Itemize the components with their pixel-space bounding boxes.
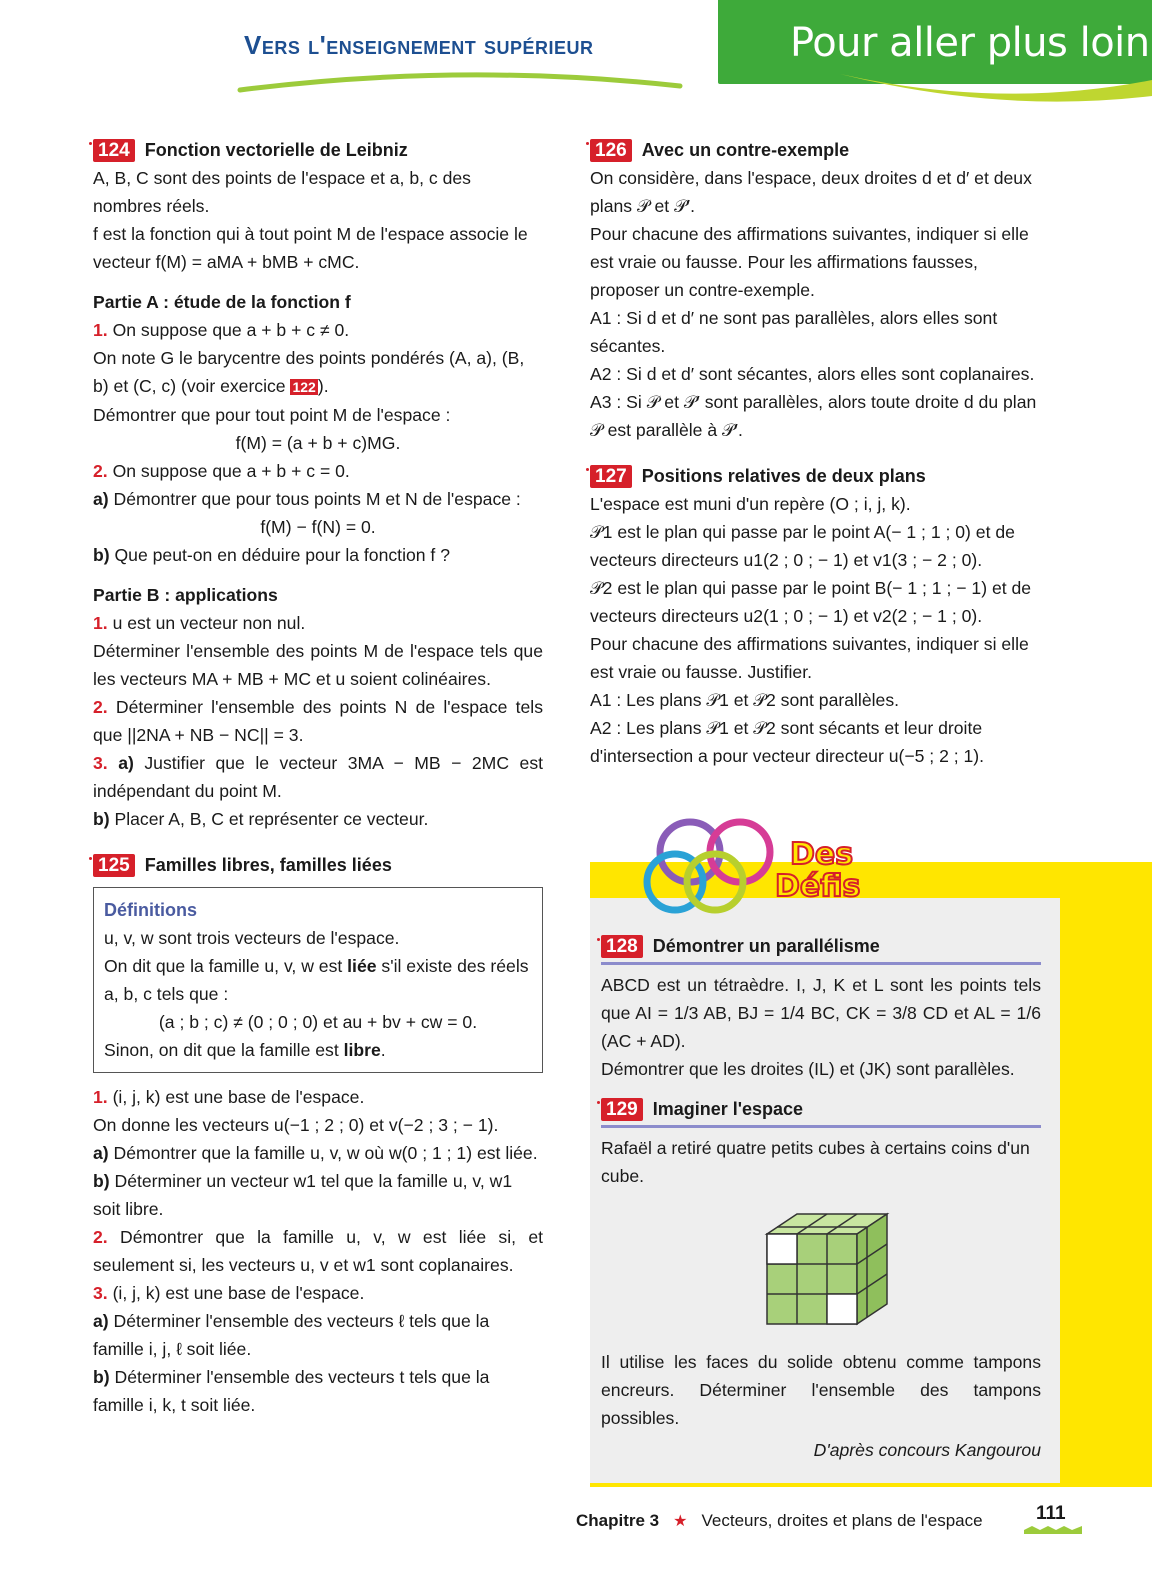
exercise-title: Imaginer l'espace: [652, 1099, 804, 1119]
title-underline: [601, 962, 1041, 965]
affirmation: A1 : Les plans 𝒫1 et 𝒫2 sont parallèles.: [590, 690, 900, 710]
sub-label: a): [93, 1143, 109, 1163]
exercise-124-header: [93, 136, 543, 164]
sub-label: a): [118, 753, 134, 773]
text-line: Il utilise les faces du solide obtenu comme tampons encreurs. Déterminer l'ensemble des tampons possibles.: [601, 1352, 1041, 1428]
definition-line: [104, 1036, 532, 1064]
affirmation: A1 : Si d et d′ ne sont pas parallèles, alors elles sont sécantes.: [590, 308, 998, 356]
right-column: [590, 134, 1040, 770]
exercise-129-header: [601, 1095, 1041, 1123]
exercise-number: 126: [590, 139, 632, 162]
question-text: Placer A, B, C et représenter ce vecteur.: [114, 809, 429, 829]
text-span: ).: [317, 376, 329, 396]
question-text: Justifier que le vecteur 3MA − MB − 2MC est indépendant du point M.: [93, 753, 544, 801]
defis-line1: Des: [790, 837, 854, 872]
sub-question: [93, 1363, 543, 1419]
text-line: Rafaël a retiré quatre petits cubes à certains coins d'un cube.: [601, 1138, 1030, 1186]
text-span: .: [380, 1040, 386, 1060]
exercise-128-header: [601, 932, 1041, 960]
exercise-title: Démontrer un parallélisme: [652, 936, 880, 956]
question-text: Démontrer que pour tous points M et N de l'espace :: [113, 489, 521, 509]
exercise-title: Avec un contre-exemple: [641, 140, 850, 160]
question: [93, 693, 543, 749]
definition-line: [104, 952, 532, 1008]
text-line: ABCD est un tétraèdre. I, J, K et L sont les points tels que AI = 1/3 AB, BJ = 1/4 BC, CK = 3/8 CD et AL = 1/6 (AC + AD).: [601, 975, 1041, 1051]
text-span: Sinon, on dit que la famille est: [104, 1040, 339, 1060]
question-number: 1.: [93, 613, 108, 633]
sub-label: a): [93, 489, 109, 509]
exercise-number: 127: [590, 465, 632, 488]
definition-line: u, v, w sont trois vecteurs de l'espace.: [104, 928, 400, 948]
question-number: 2.: [93, 1227, 108, 1247]
definition-title: Définitions: [104, 900, 197, 920]
text-span: On dit que la famille u, v, w est: [104, 956, 343, 976]
exercise-125-header: [93, 851, 543, 879]
part-heading: Partie A : étude de la fonction f: [93, 292, 351, 312]
defis-rings-logo: [640, 812, 890, 922]
star-icon: ★: [673, 1513, 688, 1530]
affirmation: A2 : Les plans 𝒫1 et 𝒫2 sont sécants et leur droite d'intersection a pour vecteur directeur u(−5 ; 2 ; 1).: [590, 718, 985, 766]
question-text: u est un vecteur non nul.: [112, 613, 306, 633]
question-text: (i, j, k) est une base de l'espace.: [112, 1283, 365, 1303]
exercise-number: 124: [93, 139, 135, 162]
question-text: Déterminer l'ensemble des vecteurs t tels que la famille i, k, t soit liée.: [93, 1367, 490, 1415]
question-text: [93, 344, 543, 401]
text-line: On considère, dans l'espace, deux droites d et d′ et deux plans 𝒫 et 𝒫′.: [590, 168, 1032, 216]
bold-term: libre: [343, 1040, 381, 1060]
question: [93, 749, 543, 805]
exercise-number: 128: [601, 935, 643, 958]
equation: (a ; b ; c) ≠ (0 ; 0 ; 0) et au + bv + cw = 0.: [158, 1012, 478, 1032]
exercise-127-header: [590, 462, 1040, 490]
header-right-title: Pour aller plus loin: [790, 20, 1150, 66]
cube-illustration: [747, 1204, 897, 1334]
question: [93, 1223, 543, 1279]
left-column: [93, 134, 543, 1419]
source-citation: D'après concours Kangourou: [813, 1440, 1041, 1460]
exercise-number: 125: [93, 854, 135, 877]
question-text: (i, j, k) est une base de l'espace.: [112, 1087, 365, 1107]
question-text: Déterminer l'ensemble des points N de l'espace tels que ||2NA + NB − NC|| = 3.: [93, 697, 544, 745]
question-text: On suppose que a + b + c = 0.: [112, 461, 350, 481]
question-number: 3.: [93, 1283, 108, 1303]
text-line: 𝒫1 est le plan qui passe par le point A(− 1 ; 1 ; 0) et de vecteurs directeurs u1(2 ; 0 ; − 1) et v1(3 ; − 2 ; 0).: [590, 522, 1015, 570]
exercise-reference-badge: 122: [292, 379, 316, 395]
affirmation: A3 : Si 𝒫 et 𝒫′ sont parallèles, alors toute droite d du plan 𝒫 est parallèle à 𝒫′.: [590, 392, 1037, 440]
question-text: Démontrer que pour tout point M de l'espace :: [93, 405, 451, 425]
question: [93, 316, 543, 344]
sub-question: [93, 485, 543, 513]
exercise-title: Positions relatives de deux plans: [641, 466, 926, 486]
text-line: Démontrer que les droites (IL) et (JK) sont parallèles.: [601, 1059, 1015, 1079]
question-number: 2.: [93, 697, 108, 717]
text-span: s'il existe des réels a, b, c tels que :: [104, 956, 529, 1004]
sub-label: b): [93, 1367, 110, 1387]
header-left-title: Vers l'enseignement supérieur: [244, 30, 594, 60]
bold-term: liée: [347, 956, 377, 976]
question-text: On suppose que a + b + c ≠ 0.: [112, 320, 350, 340]
question-number: 3.: [93, 753, 108, 773]
page-number-bar: [1024, 1524, 1082, 1534]
header-swoosh: [230, 66, 690, 96]
exercise-126-header: [590, 136, 1040, 164]
equation: f(M) = (a + b + c)MG.: [235, 433, 401, 453]
question-text: Déterminer un vecteur w1 tel que la famille u, v, w1 soit libre.: [93, 1171, 513, 1219]
question-text: Que peut-on en déduire pour la fonction f ?: [114, 545, 450, 565]
sub-label: b): [93, 809, 110, 829]
text-line: A, B, C sont des points de l'espace et a, b, c des nombres réels.: [93, 168, 471, 216]
footer-subtitle: Vecteurs, droites et plans de l'espace: [701, 1511, 983, 1530]
footer-chapter: Chapitre 3: [576, 1511, 660, 1530]
definition-box: [93, 887, 543, 1073]
text-span: On note G le barycentre des points pondérés (A, a), (B, b) et (C, c) (voir exercice: [93, 348, 525, 396]
text-line: Pour chacune des affirmations suivantes, indiquer si elle est vraie ou fausse. Pour les affirmations fausses, proposer un contre-exemple.: [590, 224, 1029, 300]
question-text: Déterminer l'ensemble des vecteurs ℓ tels que la famille i, j, ℓ soit liée.: [93, 1311, 490, 1359]
sub-question: [93, 1167, 543, 1223]
text-line: f est la fonction qui à tout point M de l'espace associe le vecteur f(M) = aMA + bMB + cMC.: [93, 224, 528, 272]
exercise-number: 129: [601, 1098, 643, 1121]
affirmation: A2 : Si d et d′ sont sécantes, alors elles sont coplanaires.: [590, 364, 1035, 384]
question-text: On donne les vecteurs u(−1 ; 2 ; 0) et v(−2 ; 3 ; − 1).: [93, 1115, 499, 1135]
question-text: Déterminer l'ensemble des points M de l'espace tels que les vecteurs MA + MB + MC et u soient colinéaires.: [93, 641, 543, 689]
defis-line2: Défis: [775, 869, 861, 904]
question-text: Démontrer que la famille u, v, w où w(0 ; 1 ; 1) est liée.: [113, 1143, 538, 1163]
sub-question: [93, 805, 543, 833]
question: [93, 1083, 543, 1111]
question: [93, 1279, 543, 1307]
question-number: 1.: [93, 1087, 108, 1107]
header-right-swoosh: [700, 70, 1152, 106]
sub-question: [93, 1139, 543, 1167]
question-number: 2.: [93, 461, 108, 481]
page-number: 111: [1036, 1503, 1066, 1524]
sub-question: [93, 541, 543, 569]
text-line: L'espace est muni d'un repère (O ; i, j, k).: [590, 494, 911, 514]
title-underline: [601, 1125, 1041, 1128]
question-number: 1.: [93, 320, 108, 340]
sub-label: b): [93, 1171, 110, 1191]
exercise-title: Familles libres, familles liées: [144, 855, 392, 875]
question-text: Démontrer que la famille u, v, w est liée si, et seulement si, les vecteurs u, v et w1 sont coplanaires.: [93, 1227, 543, 1275]
exercise-title: Fonction vectorielle de Leibniz: [144, 140, 408, 160]
text-line: 𝒫2 est le plan qui passe par le point B(− 1 ; 1 ; − 1) et de vecteurs directeurs u2(1 ; 0 ; − 1) et v2(2 ; − 1 ; 0).: [590, 578, 1032, 626]
text-line: Pour chacune des affirmations suivantes, indiquer si elle est vraie ou fausse. Justifier.: [590, 634, 1029, 682]
question: [93, 457, 543, 485]
sub-label: b): [93, 545, 110, 565]
equation: f(M) − f(N) = 0.: [260, 517, 376, 537]
sub-question: [93, 1307, 543, 1363]
defis-content: [601, 930, 1041, 1464]
part-heading: Partie B : applications: [93, 585, 278, 605]
footer: [576, 1511, 983, 1531]
sub-label: a): [93, 1311, 109, 1331]
question: [93, 609, 543, 637]
